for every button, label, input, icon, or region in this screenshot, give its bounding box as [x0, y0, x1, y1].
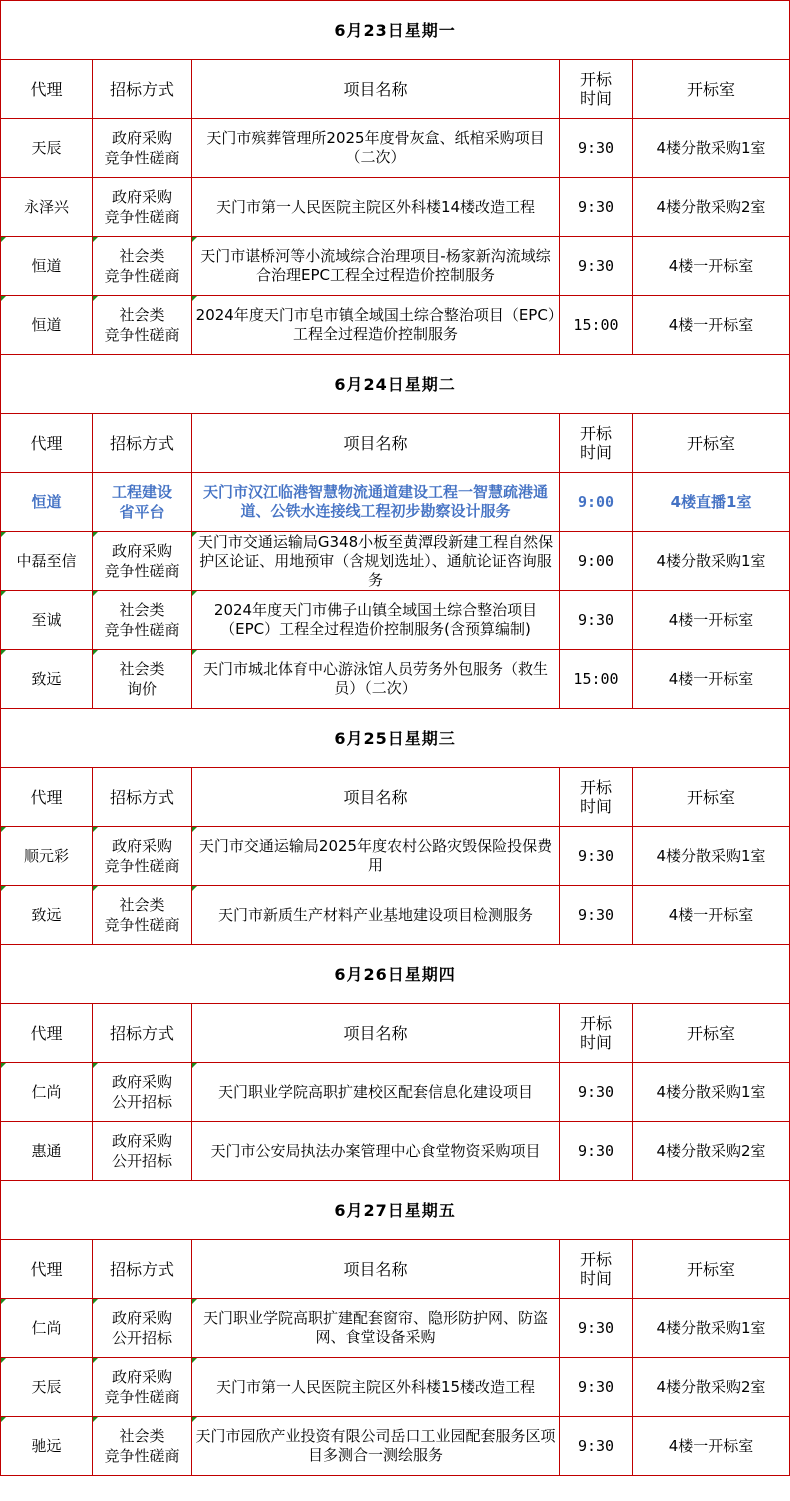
time-cell: 9:30	[560, 237, 633, 296]
room-cell: 4楼分散采购2室	[633, 1122, 790, 1181]
header-time	[560, 1240, 633, 1299]
time-cell: 9:00	[560, 473, 633, 532]
header-time-line1: 开标	[579, 70, 612, 89]
method-line2: 竞争性磋商	[104, 326, 180, 344]
header-method: 招标方式	[93, 1240, 192, 1299]
header-time-line2: 时间	[579, 1269, 612, 1288]
day-title-row	[1, 355, 790, 414]
cell-comment-marker	[192, 650, 197, 655]
method-line2: 竞争性磋商	[104, 1447, 180, 1465]
cell-comment-marker	[93, 886, 98, 891]
day-title: 6月27日星期五	[1, 1181, 790, 1240]
table-row	[1, 886, 790, 945]
cell-comment-marker	[1, 1417, 6, 1422]
cell-comment-marker	[192, 827, 197, 832]
cell-comment-marker	[1, 1299, 6, 1304]
agent-cell: 仁尚	[1, 1063, 93, 1122]
method-line2: 竞争性磋商	[104, 149, 180, 167]
header-project: 项目名称	[192, 1004, 560, 1063]
header-time	[560, 60, 633, 119]
table-row	[1, 1358, 790, 1417]
method-cell	[93, 119, 192, 178]
column-header-row	[1, 414, 790, 473]
project-cell: 天门市第一人民医院主院区外科楼14楼改造工程	[192, 178, 560, 237]
agent-cell: 惠通	[1, 1122, 93, 1181]
method-line1: 政府采购	[111, 837, 172, 855]
day-title-row	[1, 1, 790, 60]
room-cell: 4楼直播1室	[633, 473, 790, 532]
method-cell	[93, 1299, 192, 1358]
header-agent: 代理	[1, 60, 93, 119]
room-cell: 4楼一开标室	[633, 886, 790, 945]
cell-comment-marker	[1, 650, 6, 655]
cell-comment-marker	[192, 1063, 197, 1068]
method-line2: 竞争性磋商	[104, 1388, 180, 1406]
header-project: 项目名称	[192, 1240, 560, 1299]
table-row	[1, 178, 790, 237]
method-line1: 政府采购	[111, 188, 172, 206]
cell-comment-marker	[93, 1063, 98, 1068]
day-title: 6月26日星期四	[1, 945, 790, 1004]
method-cell	[93, 1122, 192, 1181]
method-line1: 社会类	[119, 601, 165, 619]
method-line2: 竞争性磋商	[104, 208, 180, 226]
day-title: 6月25日星期三	[1, 709, 790, 768]
agent-cell: 驰远	[1, 1417, 93, 1476]
method-cell	[93, 827, 192, 886]
project-cell: 天门职业学院高职扩建校区配套信息化建设项目	[192, 1063, 560, 1122]
project-cell: 天门市第一人民医院主院区外科楼15楼改造工程	[192, 1358, 560, 1417]
table-row	[1, 1417, 790, 1476]
table-row	[1, 296, 790, 355]
day-title-row	[1, 1181, 790, 1240]
method-line1: 社会类	[119, 1427, 165, 1445]
cell-comment-marker	[1, 827, 6, 832]
time-cell: 9:30	[560, 1063, 633, 1122]
method-line2: 公开招标	[111, 1093, 172, 1111]
cell-comment-marker	[1, 591, 6, 596]
room-cell: 4楼分散采购1室	[633, 119, 790, 178]
project-cell: 天门职业学院高职扩建配套窗帘、隐形防护网、防盗网、食堂设备采购	[192, 1299, 560, 1358]
method-line1: 社会类	[119, 306, 165, 324]
schedule-body	[1, 1, 790, 1476]
time-cell: 9:30	[560, 886, 633, 945]
day-title: 6月23日星期一	[1, 1, 790, 60]
header-project: 项目名称	[192, 60, 560, 119]
method-line1: 政府采购	[111, 1309, 172, 1327]
header-time-line2: 时间	[579, 443, 612, 462]
method-line2: 竞争性磋商	[104, 621, 180, 639]
room-cell: 4楼一开标室	[633, 650, 790, 709]
header-room: 开标室	[633, 768, 790, 827]
cell-comment-marker	[93, 1299, 98, 1304]
table-row	[1, 532, 790, 591]
header-time-line1: 开标	[579, 1250, 612, 1269]
header-method: 招标方式	[93, 60, 192, 119]
project-cell: 天门市殡葬管理所2025年度骨灰盒、纸棺采购项目（二次）	[192, 119, 560, 178]
cell-comment-marker	[93, 237, 98, 242]
table-row	[1, 591, 790, 650]
agent-cell: 天辰	[1, 119, 93, 178]
cell-comment-marker	[192, 296, 197, 301]
cell-comment-marker	[1, 886, 6, 891]
cell-comment-marker	[1, 1358, 6, 1363]
method-line1: 工程建设	[111, 483, 172, 501]
method-line2: 竞争性磋商	[104, 562, 180, 580]
agent-cell: 恒道	[1, 296, 93, 355]
cell-comment-marker	[192, 1299, 197, 1304]
method-line1: 政府采购	[111, 1073, 172, 1091]
time-cell: 9:30	[560, 591, 633, 650]
agent-cell: 顺元彩	[1, 827, 93, 886]
agent-cell: 恒道	[1, 237, 93, 296]
method-cell	[93, 532, 192, 591]
project-cell: 天门市交通运输局G348小板至黄潭段新建工程自然保护区论证、用地预审（含规划选址）、通航论证咨询服务	[192, 532, 560, 591]
table-row	[1, 473, 790, 532]
time-cell: 9:30	[560, 1358, 633, 1417]
time-cell: 9:30	[560, 1122, 633, 1181]
time-cell: 9:30	[560, 827, 633, 886]
method-line1: 社会类	[119, 247, 165, 265]
header-room: 开标室	[633, 414, 790, 473]
method-line1: 政府采购	[111, 129, 172, 147]
agent-cell: 中磊至信	[1, 532, 93, 591]
cell-comment-marker	[192, 532, 197, 537]
cell-comment-marker	[1, 296, 6, 301]
header-method: 招标方式	[93, 768, 192, 827]
method-line1: 政府采购	[111, 542, 172, 560]
table-row	[1, 650, 790, 709]
room-cell: 4楼一开标室	[633, 296, 790, 355]
room-cell: 4楼分散采购2室	[633, 178, 790, 237]
cell-comment-marker	[1, 532, 6, 537]
agent-cell: 致远	[1, 650, 93, 709]
method-cell	[93, 1358, 192, 1417]
project-cell: 2024年度天门市皂市镇全域国土综合整治项目（EPC）工程全过程造价控制服务	[192, 296, 560, 355]
cell-comment-marker	[192, 237, 197, 242]
time-cell: 9:30	[560, 1299, 633, 1358]
project-cell: 天门市公安局执法办案管理中心食堂物资采购项目	[192, 1122, 560, 1181]
cell-comment-marker	[192, 886, 197, 891]
project-cell: 2024年度天门市佛子山镇全域国土综合整治项目（EPC）工程全过程造价控制服务(含预算编制)	[192, 591, 560, 650]
room-cell: 4楼分散采购1室	[633, 532, 790, 591]
cell-comment-marker	[192, 1358, 197, 1363]
project-cell: 天门市谌桥河等小流域综合治理项目-杨家新沟流域综合治理EPC工程全过程造价控制服务	[192, 237, 560, 296]
header-time	[560, 768, 633, 827]
table-row	[1, 119, 790, 178]
method-line1: 政府采购	[111, 1132, 172, 1150]
table-row	[1, 1299, 790, 1358]
header-time	[560, 1004, 633, 1063]
method-cell	[93, 1063, 192, 1122]
day-title: 6月24日星期二	[1, 355, 790, 414]
method-line1: 政府采购	[111, 1368, 172, 1386]
header-time-line2: 时间	[579, 89, 612, 108]
cell-comment-marker	[93, 591, 98, 596]
agent-cell: 仁尚	[1, 1299, 93, 1358]
column-header-row	[1, 768, 790, 827]
method-cell	[93, 237, 192, 296]
time-cell: 15:00	[560, 296, 633, 355]
table-row	[1, 237, 790, 296]
time-cell: 9:30	[560, 119, 633, 178]
header-time-line1: 开标	[579, 1014, 612, 1033]
cell-comment-marker	[93, 532, 98, 537]
method-cell	[93, 473, 192, 532]
header-agent: 代理	[1, 1240, 93, 1299]
header-project: 项目名称	[192, 414, 560, 473]
method-cell	[93, 178, 192, 237]
header-time	[560, 414, 633, 473]
time-cell: 9:00	[560, 532, 633, 591]
method-line2: 竞争性磋商	[104, 267, 180, 285]
project-cell: 天门市交通运输局2025年度农村公路灾毁保险投保费用	[192, 827, 560, 886]
cell-comment-marker	[1, 1063, 6, 1068]
cell-comment-marker	[93, 1417, 98, 1422]
method-line2: 竞争性磋商	[104, 857, 180, 875]
header-time-line2: 时间	[579, 797, 612, 816]
method-cell	[93, 1417, 192, 1476]
cell-comment-marker	[93, 296, 98, 301]
method-line2: 公开招标	[111, 1329, 172, 1347]
table-row	[1, 1122, 790, 1181]
header-time-line1: 开标	[579, 778, 612, 797]
day-title-row	[1, 709, 790, 768]
method-line1: 社会类	[119, 660, 165, 678]
room-cell: 4楼分散采购1室	[633, 1063, 790, 1122]
header-agent: 代理	[1, 768, 93, 827]
day-title-row	[1, 945, 790, 1004]
room-cell: 4楼一开标室	[633, 237, 790, 296]
room-cell: 4楼一开标室	[633, 1417, 790, 1476]
cell-comment-marker	[192, 591, 197, 596]
method-line2: 公开招标	[111, 1152, 172, 1170]
header-method: 招标方式	[93, 414, 192, 473]
header-time-line1: 开标	[579, 424, 612, 443]
column-header-row	[1, 1240, 790, 1299]
room-cell: 4楼分散采购2室	[633, 1358, 790, 1417]
method-cell	[93, 886, 192, 945]
header-agent: 代理	[1, 1004, 93, 1063]
header-method: 招标方式	[93, 1004, 192, 1063]
agent-cell: 致远	[1, 886, 93, 945]
time-cell: 9:30	[560, 1417, 633, 1476]
cell-comment-marker	[1, 237, 6, 242]
column-header-row	[1, 60, 790, 119]
header-agent: 代理	[1, 414, 93, 473]
project-cell: 天门市园欣产业投资有限公司岳口工业园配套服务区项目多测合一测绘服务	[192, 1417, 560, 1476]
project-cell: 天门市汉江临港智慧物流通道建设工程一智慧疏港通道、公铁水连接线工程初步勘察设计服务	[192, 473, 560, 532]
header-room: 开标室	[633, 60, 790, 119]
method-cell	[93, 296, 192, 355]
table-row	[1, 1063, 790, 1122]
time-cell: 15:00	[560, 650, 633, 709]
cell-comment-marker	[93, 827, 98, 832]
time-cell: 9:30	[560, 178, 633, 237]
room-cell: 4楼分散采购1室	[633, 827, 790, 886]
header-project: 项目名称	[192, 768, 560, 827]
table-row	[1, 827, 790, 886]
method-line2: 省平台	[119, 503, 165, 521]
method-line2: 竞争性磋商	[104, 916, 180, 934]
agent-cell: 天辰	[1, 1358, 93, 1417]
method-line2: 询价	[126, 680, 157, 698]
project-cell: 天门市城北体育中心游泳馆人员劳务外包服务（救生员）（二次）	[192, 650, 560, 709]
method-cell	[93, 650, 192, 709]
cell-comment-marker	[192, 1417, 197, 1422]
room-cell: 4楼分散采购1室	[633, 1299, 790, 1358]
agent-cell: 永泽兴	[1, 178, 93, 237]
header-room: 开标室	[633, 1004, 790, 1063]
method-line1: 社会类	[119, 896, 165, 914]
method-cell	[93, 591, 192, 650]
header-time-line2: 时间	[579, 1033, 612, 1052]
project-cell: 天门市新质生产材料产业基地建设项目检测服务	[192, 886, 560, 945]
header-room: 开标室	[633, 1240, 790, 1299]
column-header-row	[1, 1004, 790, 1063]
agent-cell: 至诚	[1, 591, 93, 650]
cell-comment-marker	[93, 1358, 98, 1363]
cell-comment-marker	[93, 650, 98, 655]
agent-cell: 恒道	[1, 473, 93, 532]
room-cell: 4楼一开标室	[633, 591, 790, 650]
